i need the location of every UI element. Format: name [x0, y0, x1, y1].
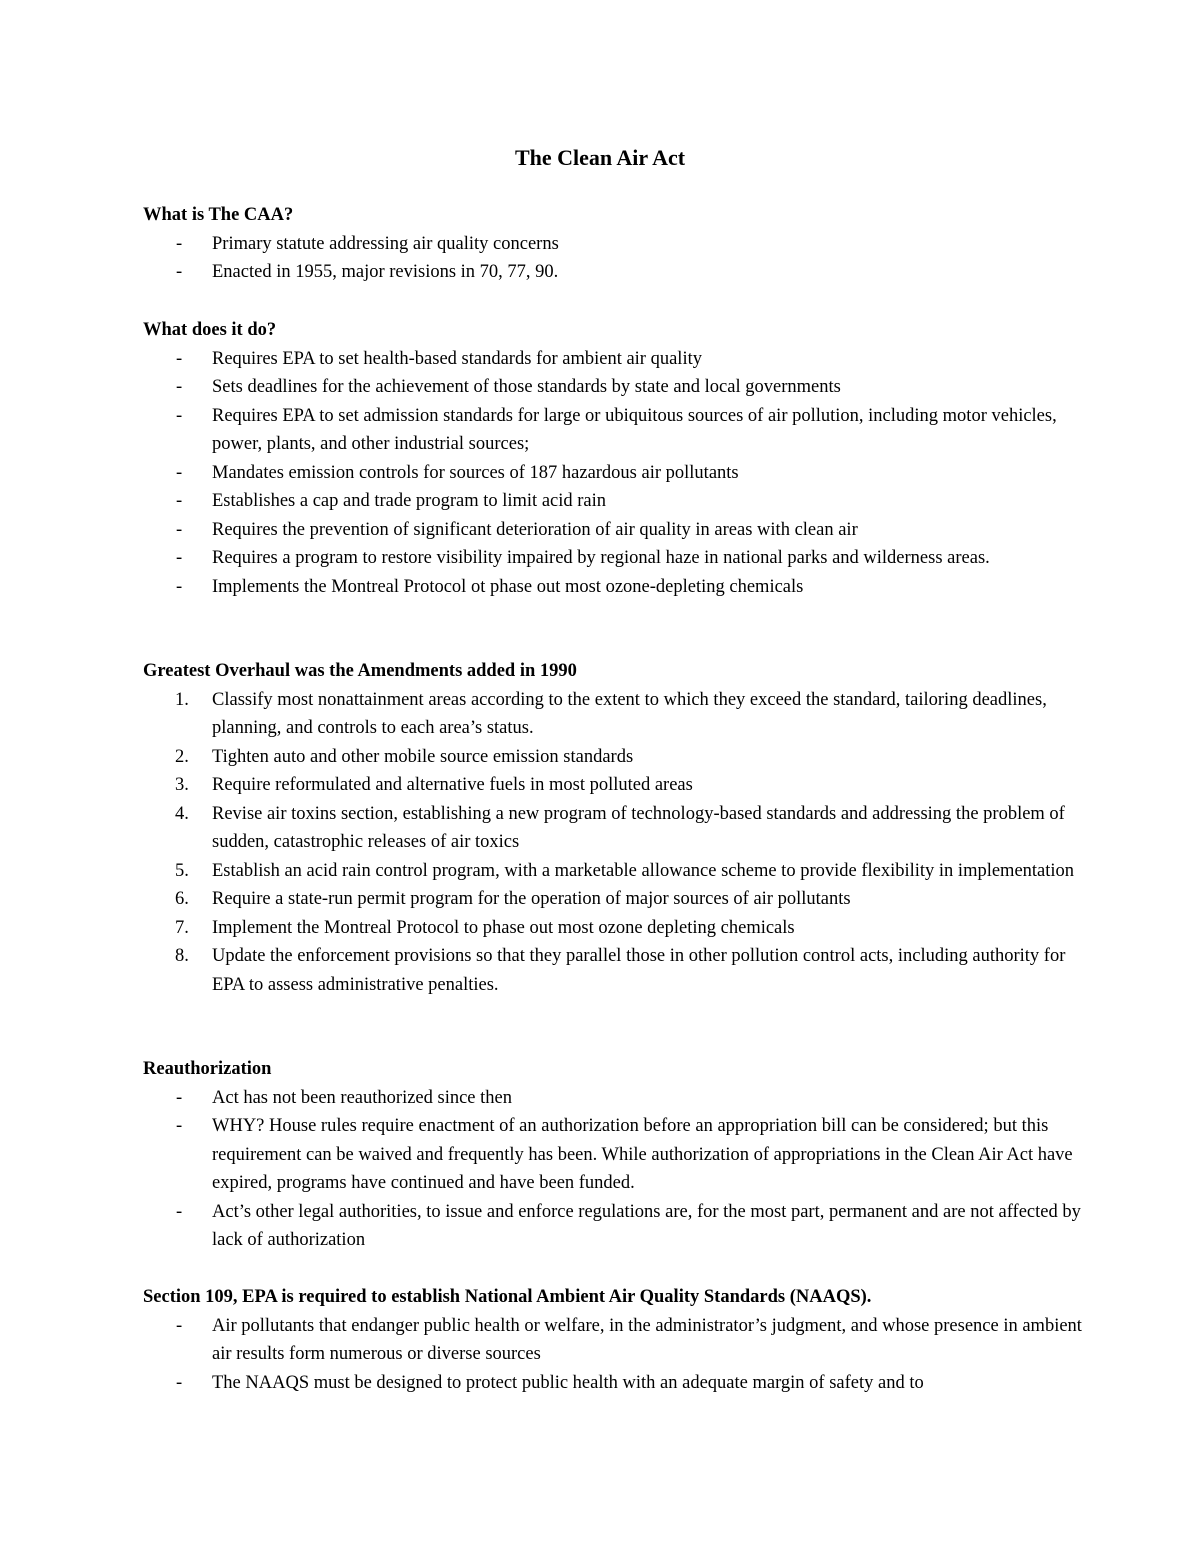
- bullet-marker: -: [176, 348, 183, 369]
- list-item: [143, 230, 1083, 259]
- list-item-text: Update the enforcement provisions so that they parallel those in other pollution control acts, including authority for EPA to assess administrative penalties.: [212, 946, 1066, 995]
- list-item-text: Tighten auto and other mobile source emission standards: [212, 746, 634, 767]
- list-item: [143, 573, 1083, 602]
- list-item: [143, 1369, 1083, 1398]
- bullet-marker: -: [176, 1315, 183, 1336]
- section-what-is-caa: [143, 201, 1083, 287]
- list-item-text: Classify most nonattainment areas according to the extent to which they exceed the standard, tailoring deadlines, planning, and controls to each area’s status.: [212, 689, 1047, 738]
- bullet-marker: -: [176, 262, 183, 282]
- section-heading: What is The CAA?: [143, 205, 294, 225]
- list-item-text: Mandates emission controls for sources of 187 hazardous air pollutants: [212, 462, 739, 483]
- list-item: [143, 373, 1083, 402]
- list-item-text: Implements the Montreal Protocol ot phase out most ozone-depleting chemicals: [212, 576, 804, 597]
- bullet-marker: -: [176, 1372, 183, 1393]
- number-marker: 5.: [175, 860, 189, 881]
- section-amendments-1990: [143, 657, 1083, 999]
- list-item: [143, 743, 1083, 772]
- numbered-list: [143, 686, 1083, 1000]
- list-item: [143, 345, 1083, 374]
- list-item: [143, 258, 1083, 287]
- list-item-text: Revise air toxins section, establishing a new program of technology-based standards and addressing the problem of sudden, catastrophic releases of air toxics: [212, 803, 1065, 852]
- bullet-marker: -: [176, 1087, 183, 1108]
- bullet-marker: -: [176, 462, 183, 483]
- number-marker: 1.: [175, 689, 189, 710]
- bullet-marker: -: [176, 491, 183, 511]
- bullet-marker: -: [176, 233, 183, 254]
- bullet-marker: -: [176, 1116, 183, 1136]
- list-item-text: Enacted in 1955, major revisions in 70, 77, 90.: [212, 262, 559, 282]
- bullet-marker: -: [176, 405, 183, 426]
- number-marker: 6.: [175, 889, 189, 909]
- list-item: [143, 544, 1083, 573]
- number-marker: 2.: [175, 746, 189, 767]
- list-item-text: Implement the Montreal Protocol to phase out most ozone depleting chemicals: [212, 917, 795, 938]
- list-item: [143, 1084, 1083, 1113]
- bullet-marker: -: [176, 548, 183, 568]
- list-item: [143, 1198, 1083, 1255]
- list-item-text: Primary statute addressing air quality concerns: [212, 233, 559, 254]
- list-item-text: Act has not been reauthorized since then: [212, 1087, 512, 1108]
- list-item-text: Require a state-run permit program for the operation of major sources of air pollutants: [212, 889, 851, 909]
- list-item: [143, 1112, 1083, 1198]
- list-item-text: Sets deadlines for the achievement of those standards by state and local governments: [212, 377, 841, 397]
- bullet-list: [143, 1312, 1083, 1398]
- list-item: [143, 402, 1083, 459]
- list-item: [143, 686, 1083, 743]
- bullet-marker: -: [176, 519, 183, 540]
- bullet-list: [143, 345, 1083, 602]
- list-item-text: Require reformulated and alternative fuels in most polluted areas: [212, 775, 693, 795]
- list-item: [143, 771, 1083, 800]
- bullet-list: [143, 1084, 1083, 1255]
- number-marker: 3.: [175, 775, 189, 795]
- list-item: [143, 516, 1083, 545]
- list-item-text: Air pollutants that endanger public health or welfare, in the administrator’s judgment, and whose presence in ambient air results form numerous or diverse sources: [212, 1315, 1082, 1364]
- bullet-marker: -: [176, 1201, 183, 1222]
- list-item-text: WHY? House rules require enactment of an authorization before an appropriation bill can be considered; but this requirement can be waived and frequently has been. While authorization of appropriations in the Clean Air Act have expired, programs have continued and have been funded.: [212, 1116, 1073, 1193]
- number-marker: 7.: [175, 917, 189, 938]
- list-item: [143, 942, 1083, 999]
- list-item: [143, 914, 1083, 943]
- list-item-text: The NAAQS must be designed to protect public health with an adequate margin of safety and to: [212, 1372, 924, 1393]
- list-item-text: Act’s other legal authorities, to issue and enforce regulations are, for the most part, permanent and are not affected by lack of authorization: [212, 1201, 1081, 1250]
- section-heading: What does it do?: [143, 320, 277, 340]
- section-heading: Section 109, EPA is required to establish National Ambient Air Quality Standards (NAAQS).: [143, 1287, 872, 1307]
- section-heading: Greatest Overhaul was the Amendments added in 1990: [143, 661, 577, 681]
- list-item-text: Establishes a cap and trade program to limit acid rain: [212, 491, 607, 511]
- section-heading: Reauthorization: [143, 1059, 272, 1079]
- section-reauthorization: [143, 1055, 1083, 1255]
- bullet-marker: -: [176, 576, 183, 597]
- document-title: The Clean Air Act: [514, 145, 686, 170]
- list-item-text: Requires EPA to set admission standards for large or ubiquitous sources of air pollution, including motor vehicles, power, plants, and other industrial sources;: [212, 405, 1057, 454]
- list-item: [143, 487, 1083, 516]
- list-item: [143, 1312, 1083, 1369]
- list-item-text: Establish an acid rain control program, with a marketable allowance scheme to provide flexibility in implementation: [212, 860, 1075, 881]
- list-item: [143, 459, 1083, 488]
- list-item-text: Requires EPA to set health-based standards for ambient air quality: [212, 348, 702, 369]
- list-item: [143, 885, 1083, 914]
- list-item-text: Requires the prevention of significant deterioration of air quality in areas with clean air: [212, 519, 858, 540]
- list-item: [143, 800, 1083, 857]
- list-item-text: Requires a program to restore visibility impaired by regional haze in national parks and wilderness areas.: [212, 548, 990, 568]
- bullet-marker: -: [176, 377, 183, 397]
- list-item: [143, 857, 1083, 886]
- number-marker: 8.: [175, 946, 189, 966]
- number-marker: 4.: [175, 803, 189, 824]
- bullet-list: [143, 230, 1083, 287]
- section-109-naaqs: [143, 1283, 1083, 1397]
- section-what-does-it-do: [143, 316, 1083, 601]
